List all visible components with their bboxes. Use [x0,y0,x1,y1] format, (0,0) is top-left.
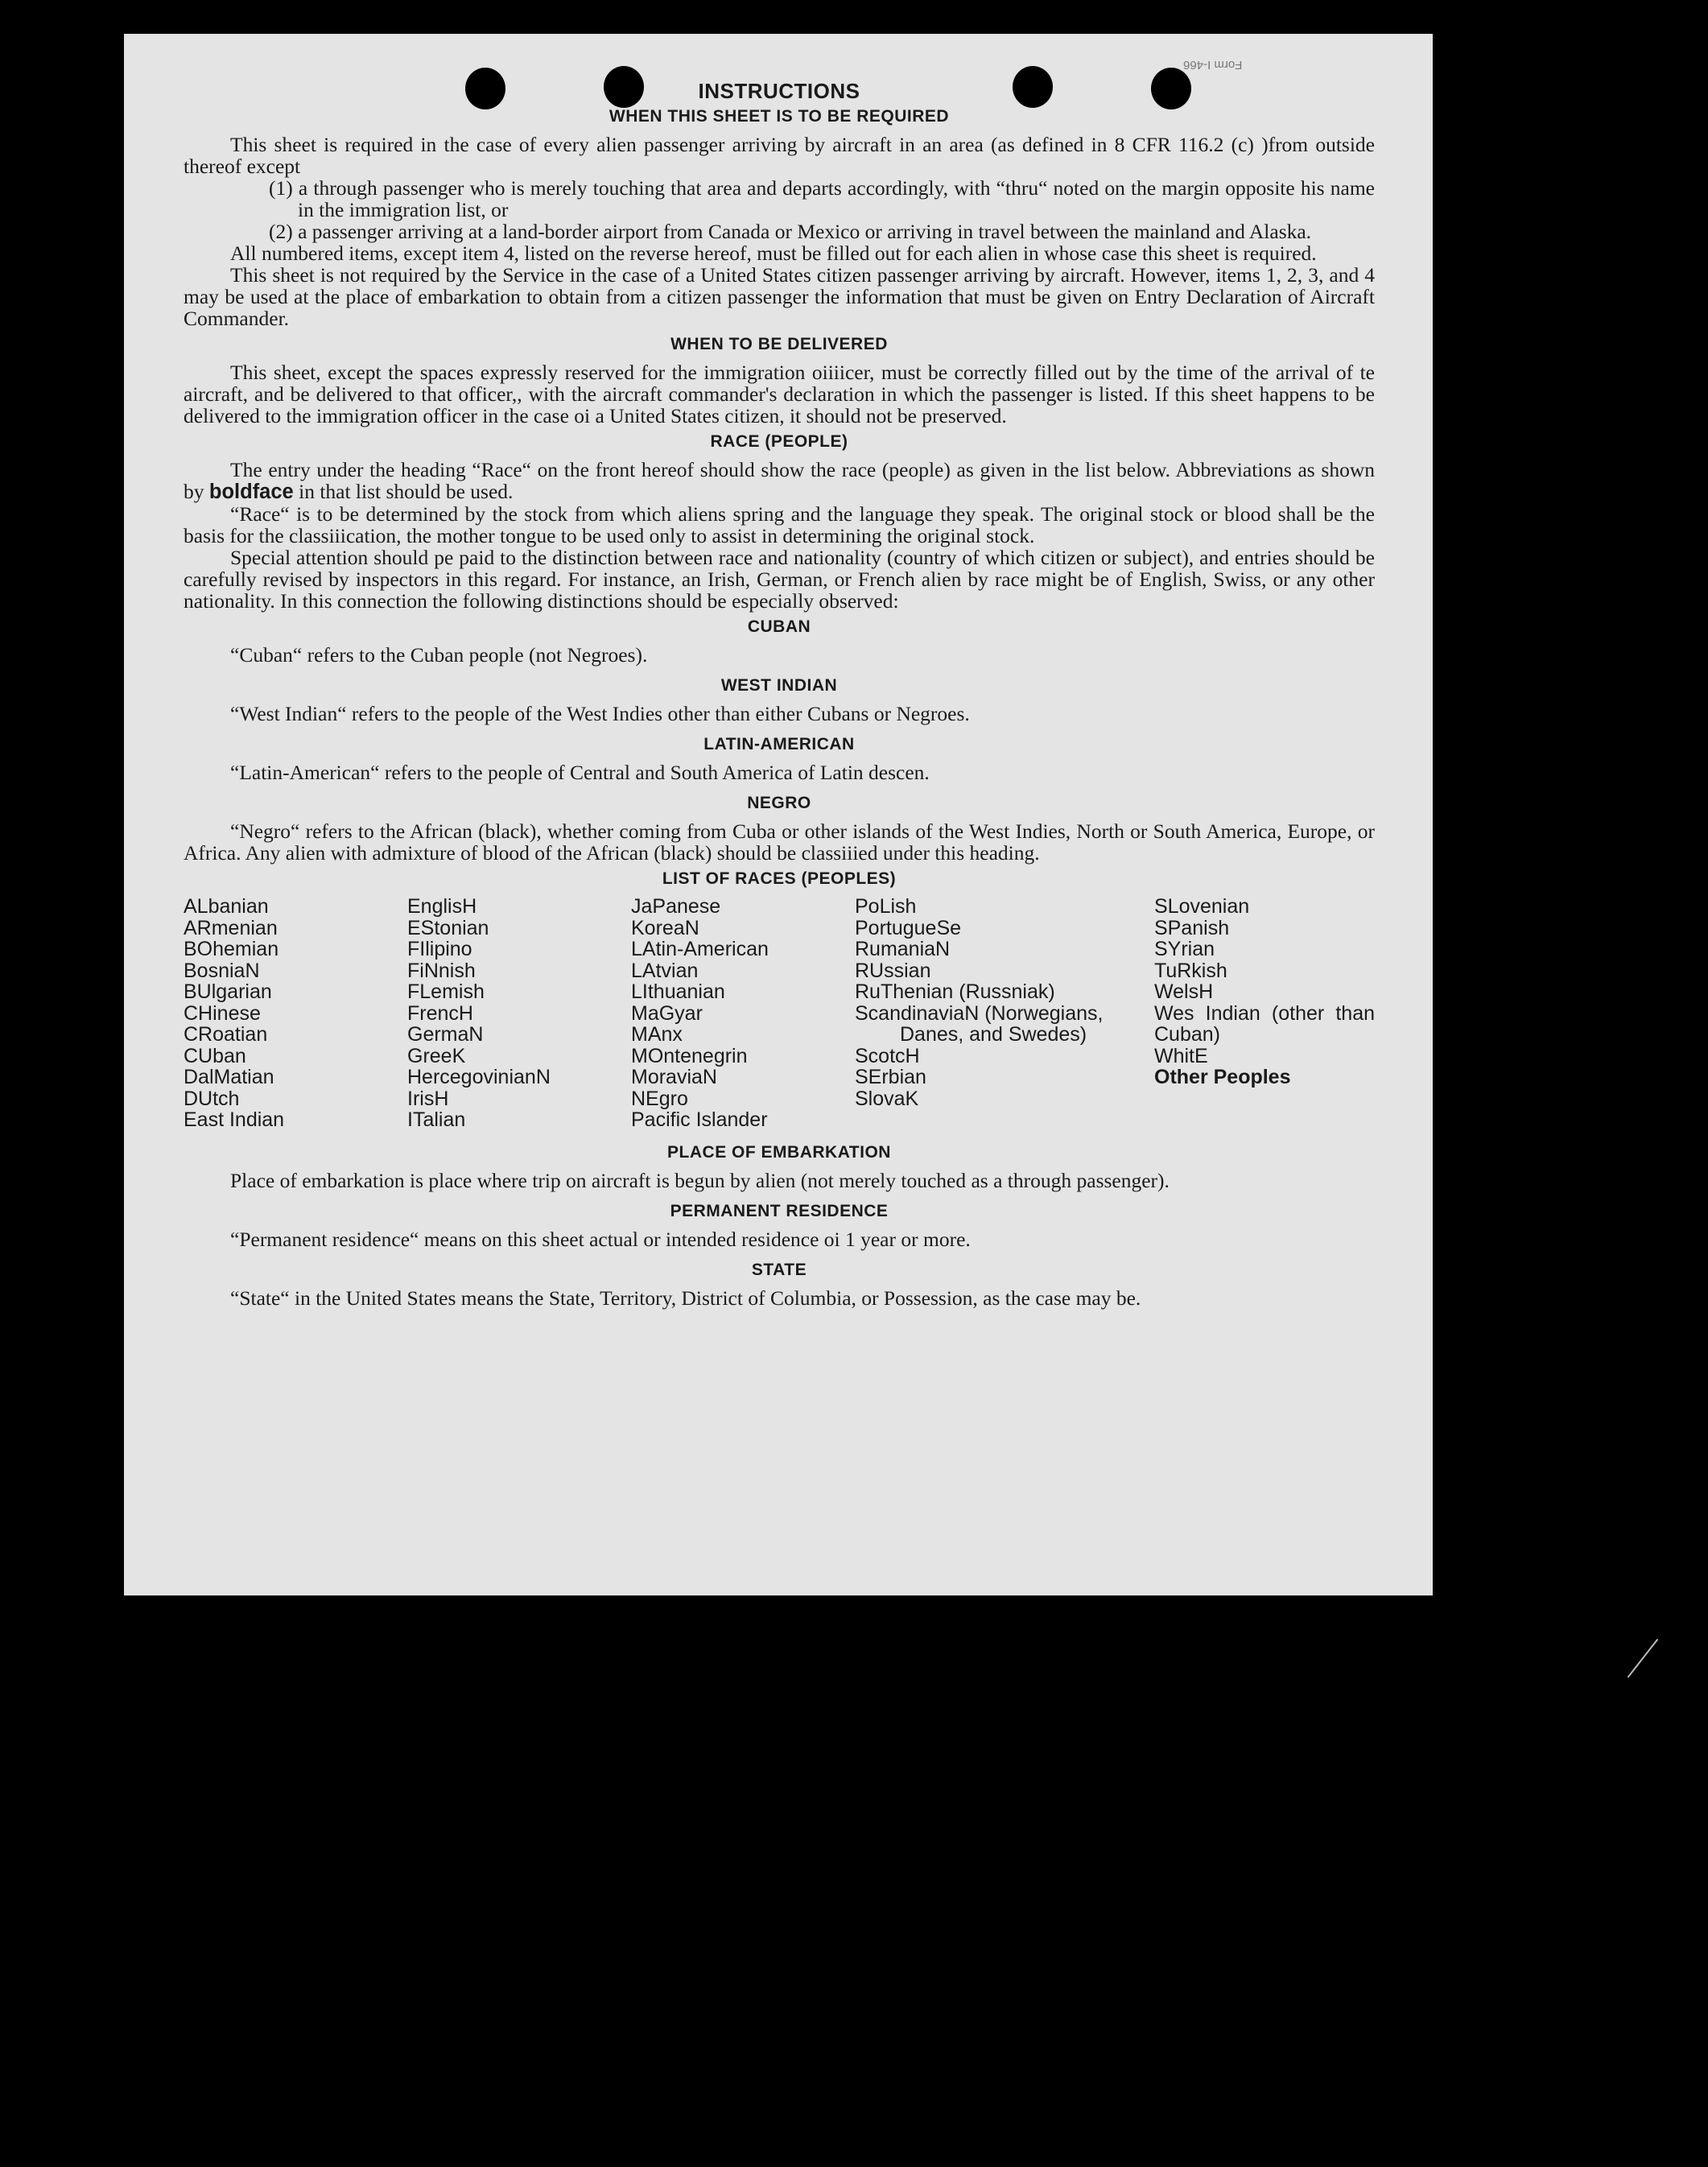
race-item: PortugueSe [855,916,962,939]
section-heading-cuban: CUBAN [747,617,811,636]
race-item: NEgro [631,1087,688,1110]
race-item: BOhemian [184,938,279,960]
races-column-4 [855,896,1154,1131]
race-item: RUssian [855,959,931,982]
race-item: WelsH [1154,980,1214,1003]
race-item: DUtch [184,1087,240,1110]
section-heading-negro: NEGRO [747,794,811,812]
race-item: JaPanese [631,895,721,918]
section-heading-residence: PERMANENT RESIDENCE [670,1201,889,1220]
race-item: MaGyar [631,1001,703,1025]
page-title: INSTRUCTIONS [698,79,860,103]
race-item: WhitE [1154,1044,1208,1067]
race-item: Pacific Islander [631,1108,768,1131]
race-item: BosniaN [184,959,260,982]
paragraph: All numbered items, except item 4, listed on the reverse hereof, must be filled out for each alien in whose case this sheet is required. [230,241,1317,265]
race-item: LAtin-American [631,938,769,960]
paragraph: “Negro“ refers to the African (black), whether coming from Cuba or other islands of the West Indies, North or South America, Europe, or Africa. Any alien with admixture of blood of the African (black) should be classiiied under this heading. [184,819,1375,865]
paragraph: This sheet, except the spaces expressly reserved for the immigration oiiiicer, must be correctly filled out by the time of the arrival of te aircraft, and be delivered to that officer,, with the aircraft commander's declaration in which the passenger is listed. If this sheet happens to be delivered to the immigration officer in the case oi a United States citizen, it should not be preserved. [184,361,1375,427]
races-column-5 [1154,896,1375,1131]
race-item: Wes Indian (other than Cuban) [1154,1001,1375,1046]
stray-pen-mark [1628,1639,1659,1678]
paragraph: “West Indian“ refers to the people of the West Indies other than either Cubans or Negroes. [230,702,970,725]
race-item: GermaN [407,1023,484,1046]
list-item: (1) a through passenger who is merely touching that area and departs accordingly, with “thru“ noted on the margin opposite his name in the immigration list, or [269,176,1375,221]
paragraph: Place of embarkation is place where trip on aircraft is begun by alien (not merely touched as a through passenger). [230,1168,1170,1192]
race-item: BUlgarian [184,980,272,1003]
section-heading-when-delivered: WHEN TO BE DELIVERED [670,335,888,353]
race-item: LAtvian [631,959,699,982]
section-heading-list-of-races: LIST OF RACES (PEOPLES) [662,869,897,888]
section-heading-west-indian: WEST INDIAN [720,676,838,695]
paragraph: This sheet is required in the case of every alien passenger arriving by aircraft in an area (as defined in 8 CFR 116.2 (c) )from outside thereof except [184,133,1375,178]
paragraph: “Permanent residence“ means on this sheet actual or intended residence oi 1 year or more. [230,1227,971,1251]
race-item: PoLish [855,895,917,918]
race-item: RumaniaN [855,938,951,960]
section-heading-latin-american: LATIN-AMERICAN [703,735,855,753]
race-item: MOntenegrin [631,1044,748,1067]
race-item: SlovaK [855,1087,919,1110]
race-item: SLovenian [1154,895,1250,918]
race-item: CHinese [184,1001,261,1025]
race-item: MAnx [631,1023,683,1046]
race-item: RuThenian (Russniak) [855,980,1055,1003]
race-item: EnglisH [407,895,477,918]
race-item: MoraviaN [631,1066,717,1088]
paragraph: “Cuban“ refers to the Cuban people (not Negroes). [230,643,648,667]
races-column-3 [631,896,855,1131]
paragraph: “Latin-American“ refers to the people of Central and South America of Latin descen. [230,761,930,784]
paragraph: “State“ in the United States means the State, Territory, District of Columbia, or Possession, as the case may be. [230,1286,1141,1310]
race-item: ALbanian [184,895,269,918]
instructions-body [184,80,1375,1309]
section-heading-state: STATE [751,1260,807,1279]
boldface-term: boldface [208,481,294,503]
race-item: FIlipino [407,938,472,960]
race-item: KoreaN [631,916,699,939]
document-sheet [124,34,1433,1595]
list-item: (2) a passenger arriving at a land-border airport from Canada or Mexico or arriving in travel between the mainland and Alaska. [269,220,1312,243]
race-item: East Indian [184,1108,285,1131]
section-heading-embarkation: PLACE OF EMBARKATION [667,1142,891,1162]
race-item: GreeK [407,1044,466,1067]
paragraph: Special attention should pe paid to the distinction between race and nationality (country of which citizen or subject), and entries should be carefully revised by inspectors in this regard. For instance, an Irish, German, or French alien by race might be of English, Swiss, or any other nationality. In this connection the following distinctions should be especially observed: [184,546,1375,613]
race-item: FLemish [407,980,485,1003]
race-item: CRoatian [184,1023,268,1046]
race-item: Other Peoples [1154,1066,1291,1088]
race-item: LIthuanian [631,980,725,1003]
races-list [184,896,1375,1131]
race-item: SErbian [855,1066,926,1088]
race-item: ScotcH [855,1044,920,1067]
race-item: SYrian [1154,938,1215,960]
races-column-2 [407,896,631,1131]
race-item: SPanish [1154,916,1230,939]
race-item: CUban [184,1044,246,1067]
form-number: Form I-466 [1183,58,1243,72]
race-item: ITalian [407,1108,466,1131]
paragraph: The entry under the heading “Race“ on the front hereof should show the race (people) as given in the list below. Abbreviations as shown by boldface in that list should be used. [184,458,1375,503]
race-item: FiNnish [407,959,476,982]
races-column-1 [184,896,407,1131]
race-item: TuRkish [1154,959,1227,982]
race-item: ARmenian [184,916,278,939]
section-heading-race: RACE (PEOPLE) [710,432,848,451]
paragraph: This sheet is not required by the Service in the case of a United States citizen passenger arriving by aircraft. However, items 1, 2, 3, and 4 may be used at the place of embarkation to obtain from a citizen passenger the information that must be given on Entry Declaration of Aircraft Commander. [184,263,1375,330]
section-heading-when-required: WHEN THIS SHEET IS TO BE REQUIRED [609,107,950,126]
paragraph: “Race“ is to be determined by the stock from which aliens spring and the language they speak. The original stock or blood shall be the basis for the classiiication, the mother tongue to be used only to assist in determining the original stock. [184,502,1375,547]
race-item: EStonian [407,916,489,939]
race-item: DalMatian [184,1066,274,1088]
race-item: IrisH [407,1087,449,1110]
race-item: FrencH [407,1001,473,1025]
race-item: ScandinaviaN (Norwegians, Danes, and Swedes) [855,1001,1104,1046]
race-item: HercegovinianN [407,1066,551,1088]
